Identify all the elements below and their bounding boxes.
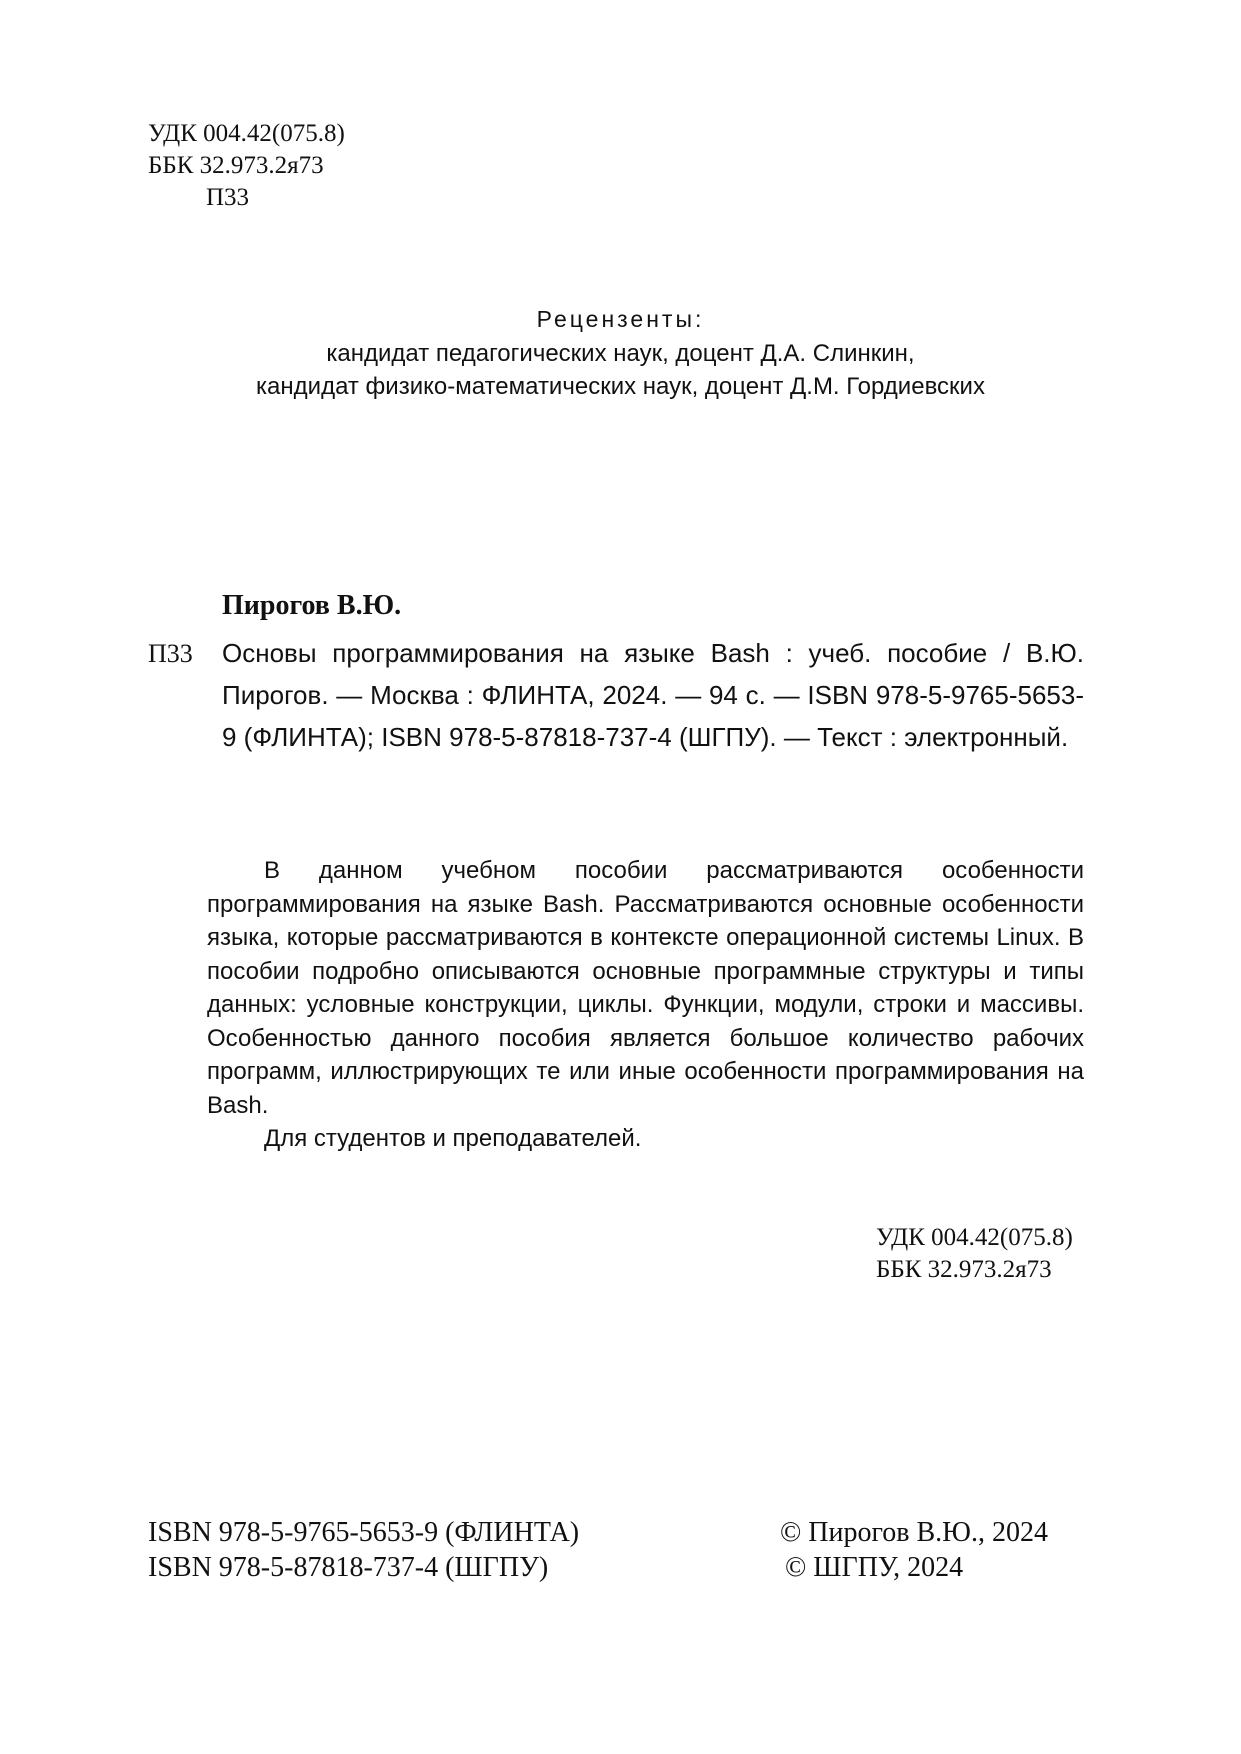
bibliographic-code: П33 [148, 639, 193, 668]
bbk-code-bottom: ББК 32.973.2я73 [876, 1256, 1052, 1283]
abstract [207, 854, 1084, 1156]
abstract-paragraph-1: В данном учебном пособии рассматриваются особенности программирования на языке Bash. Рассматриваются основные особенности языка, которые рассматриваются в контексте операционной системы Linux. В пособии подробно описываются основные программные структуры и типы данных: условные конструкции, циклы. Функции, модули, строки и массивы. Особенностью данного пособия является большое количество рабочих программ, иллюстрирующих те или иные особенности программирования на Bash. [207, 857, 1084, 1119]
udk-code-bottom: УДК 004.42(075.8) [876, 1224, 1073, 1251]
isbn-shgpu: ISBN 978-5-87818-737-4 (ШГПУ) [148, 1552, 549, 1583]
abstract-paragraph-2: Для студентов и преподавателей. [264, 1125, 642, 1152]
copyright-shgpu: © ШГПУ, 2024 [785, 1552, 964, 1583]
udk-code-top: УДК 004.42(075.8) [148, 120, 345, 147]
bibliographic-description: Основы программирования на языке Bash : учеб. пособие / В.Ю. Пирогов. — Москва : ФЛИНТА, 2024. — 94 с. — ISBN 978-5-9765-5653-9 (ФЛИНТА); ISBN 978-5-87818-737-4 (ШГПУ). — Текст : электронный. [222, 638, 1084, 752]
reviewer-line-1: кандидат педагогических наук, доцент Д.А. Слинкин, [326, 340, 915, 367]
reviewer-line-2: кандидат физико-математических наук, доцент Д.М. Гордиевских [256, 373, 985, 400]
author-name: Пирогов В.Ю. [222, 590, 402, 621]
copyright-author: © Пирогов В.Ю., 2024 [780, 1517, 1048, 1548]
bbk-code-top: ББК 32.973.2я73 [148, 152, 324, 179]
isbn-flinta: ISBN 978-5-9765-5653-9 (ФЛИНТА) [148, 1517, 580, 1548]
author-code-top: П33 [206, 184, 250, 211]
reviewers-title: Рецензенты: [536, 306, 705, 332]
